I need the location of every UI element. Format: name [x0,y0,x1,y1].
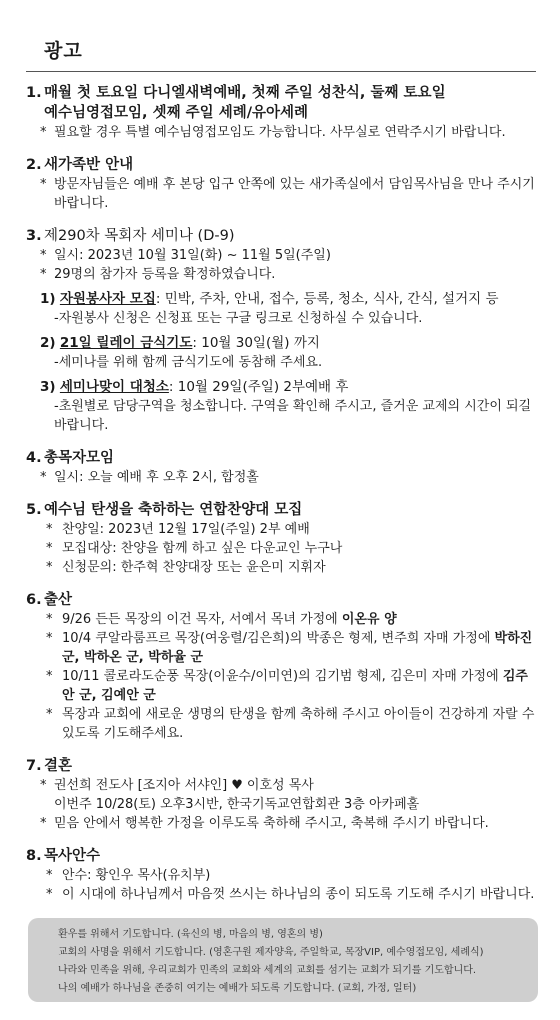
section-title [26,846,538,866]
star-bullet-icon: * [46,560,53,575]
subsection-body: -자원봉사 신청은 신청표 또는 구글 링크로 신청하실 수 있습니다. [54,311,423,326]
bullet-text: 일시: 2023년 10월 31일(화) ~ 11월 5일(주일) [54,248,331,263]
bullet-text: 모집대상: 찬양을 함께 하고 싶은 다운교인 누구나 [62,541,343,556]
bullet-text: 신청문의: 한주혁 찬양대장 또는 윤은미 지휘자 [62,560,326,575]
subsection-highlight: 세미나맞이 대청소 [59,379,169,395]
bullet-item [26,265,538,284]
baby-name: 김주안 군, 김예안 군 [62,669,528,703]
bullet-item [26,175,538,213]
section-title-text: 예수님 탄생을 축하하는 연합찬양대 모집 [44,502,303,518]
bullet-item [26,814,538,833]
bullet-text [54,776,538,795]
heart-icon: ♥ [231,778,243,793]
bullet-text: 29명의 참가자 등록을 확정하였습니다. [54,267,276,282]
section-3 [26,226,538,435]
section-number: 4. [26,450,42,466]
section-title [26,448,538,468]
section-title [26,590,538,610]
section-title [26,500,538,520]
couple-right: 이호성 목사 [246,778,314,793]
bullet-text: 방문자님들은 예배 후 본당 입구 안쪽에 있는 새가족실에서 담임목사님을 만나 주시기 바랍니다. [54,177,535,211]
prayer-line: 나의 예배가 하나님을 존중히 여기는 예배가 되도록 기도합니다. (교회, 가정, 일터) [58,983,417,994]
bullet-item [26,705,538,743]
section-number: 5. [26,502,42,518]
subsection-detail: : 민박, 주차, 안내, 접수, 등록, 청소, 식사, 간식, 설거지 등 [155,291,499,307]
subsection-detail: : 10월 29일(주일) 2부예배 후 [168,379,349,395]
bullet-text: 믿음 안에서 행복한 가정을 이루도록 축하해 주시고, 축복해 주시기 바랍니다. [54,816,489,831]
section-title-text: 제290차 목회자 세미나 (D-9) [44,228,235,244]
bullet-text: 안수: 황인우 목사(유치부) [62,868,211,883]
section-number: 3. [26,228,42,244]
bullet-item [26,539,538,558]
prayer-line: 교회의 사명을 위해서 기도합니다. (영혼구원 제자양육, 주일학교, 목장VIP, 예수영접모임, 세례식) [58,947,484,958]
subsection-heading [40,333,538,353]
section-title-text: 목사안수 [44,848,101,864]
bullet-item [26,246,538,265]
prayer-box [28,918,538,1002]
subsection-body: -세미나를 위해 함께 금식기도에 동참해 주세요. [54,355,323,370]
section-number: 1. [26,85,42,101]
birth-text: 10/11 콜로라도순풍 목장(이윤수/이미연)의 김기범 형제, 김은미 자매 가정에 [62,669,503,684]
section-1 [26,83,538,142]
subsection-number: 3) [40,379,56,395]
section-number: 8. [26,848,42,864]
subsection-2 [26,333,538,372]
bullet-item [26,629,538,667]
section-title [26,756,538,776]
bullet-item [26,520,538,539]
bullet-text [62,629,538,667]
announcement-list [26,83,538,904]
header-divider [26,71,536,72]
bullet-text: 찬양일: 2023년 12월 17일(주일) 2부 예배 [62,522,310,537]
section-2 [26,155,538,213]
star-bullet-icon: * [46,669,53,684]
section-title-text: 출산 [44,592,73,608]
section-title-text: 매월 첫 토요일 다니엘새벽예배, 첫째 주일 성찬식, 둘째 토요일 [44,85,446,101]
bullet-text [62,667,538,705]
bullet-item [26,885,538,904]
bullet-item [26,123,538,142]
wedding-detail: 이번주 10/28(토) 오후3시반, 한국기독교연합회관 3층 아카페홀 [54,797,420,812]
star-bullet-icon: * [40,470,47,485]
section-number: 2. [26,157,42,173]
prayer-line: 나라와 민족을 위해, 우리교회가 민족의 교회와 세계의 교회를 섬기는 교회가 되기를 기도합니다. [58,965,477,976]
section-number: 7. [26,758,42,774]
star-bullet-icon: * [40,267,47,282]
star-bullet-icon: * [46,868,53,883]
subsection-detail: : 10월 30일(월) 까지 [192,335,320,351]
bullet-text: 이 시대에 하나님께서 마음껏 쓰시는 하나님의 종이 되도록 기도해 주시기 바랍니다. [62,887,535,902]
couple-left: 권선희 전도사 [조지아 서샤인] [54,778,228,793]
subsection-highlight: 자원봉사자 모집 [59,291,156,307]
subsection-heading [40,377,538,397]
subsection-number: 2) [40,335,56,351]
bullet-item [26,558,538,577]
bullet-item [26,866,538,885]
baby-name: 박하진 군, 박하온 군, 박하율 군 [62,631,533,665]
star-bullet-icon: * [40,816,47,831]
subsection-highlight: 21일 릴레이 금식기도 [59,335,193,351]
subsection-heading [40,289,538,309]
star-bullet-icon: * [40,248,47,263]
section-title [26,83,538,103]
subsection-number: 1) [40,291,56,307]
section-title [26,155,538,175]
bullet-text: 필요할 경우 특별 예수님영접모임도 가능합니다. 사무실로 연락주시기 바랍니다. [54,125,506,140]
page-title: 광고 [44,40,83,62]
birth-text: 10/4 쿠알라룸프르 목장(여웅렬/김은희)의 박종은 형제, 변주희 자매 가정에 [62,631,495,646]
star-bullet-icon: * [46,631,53,646]
section-number: 6. [26,592,42,608]
section-8 [26,846,538,904]
star-bullet-icon: * [46,522,53,537]
bullet-item [26,776,538,795]
star-bullet-icon: * [46,707,53,722]
birth-text: 9/26 든든 목장의 이건 목자, 서예서 목녀 가정에 [62,612,342,627]
subsection-body: -초원별로 담당구역을 청소합니다. 구역을 확인해 주시고, 즐거운 교제의 시간이 되길 바랍니다. [54,399,532,433]
star-bullet-icon: * [46,887,53,902]
section-7 [26,756,538,833]
subsection-3 [26,377,538,435]
subsection-1 [26,289,538,328]
star-bullet-icon: * [40,778,47,793]
bullet-item [26,468,538,487]
bullet-text [62,610,538,629]
bullet-text: 목장과 교회에 새로운 생명의 탄생을 함께 축하해 주시고 아이들이 건강하게 자랄 수 있도록 기도해주세요. [62,707,535,741]
star-bullet-icon: * [46,541,53,556]
section-6 [26,590,538,743]
section-title-continued: 예수님영접모임, 셋째 주일 세례/유아세례 [44,105,309,121]
section-5 [26,500,538,577]
bullet-text: 일시: 오늘 예배 후 오후 2시, 합정홀 [54,470,259,485]
star-bullet-icon: * [40,125,47,140]
star-bullet-icon: * [46,612,53,627]
baby-name: 이온유 양 [341,612,397,627]
section-title [26,226,538,246]
header [26,0,538,72]
section-title-text: 총목자모임 [44,450,115,466]
star-bullet-icon: * [40,177,47,192]
section-4 [26,448,538,487]
prayer-line: 환우를 위해서 기도합니다. (육신의 병, 마음의 병, 영혼의 병) [58,929,323,940]
section-title-text: 새가족반 안내 [44,157,134,173]
bullet-item [26,610,538,629]
bullet-item [26,667,538,705]
section-title-text: 결혼 [44,758,73,774]
